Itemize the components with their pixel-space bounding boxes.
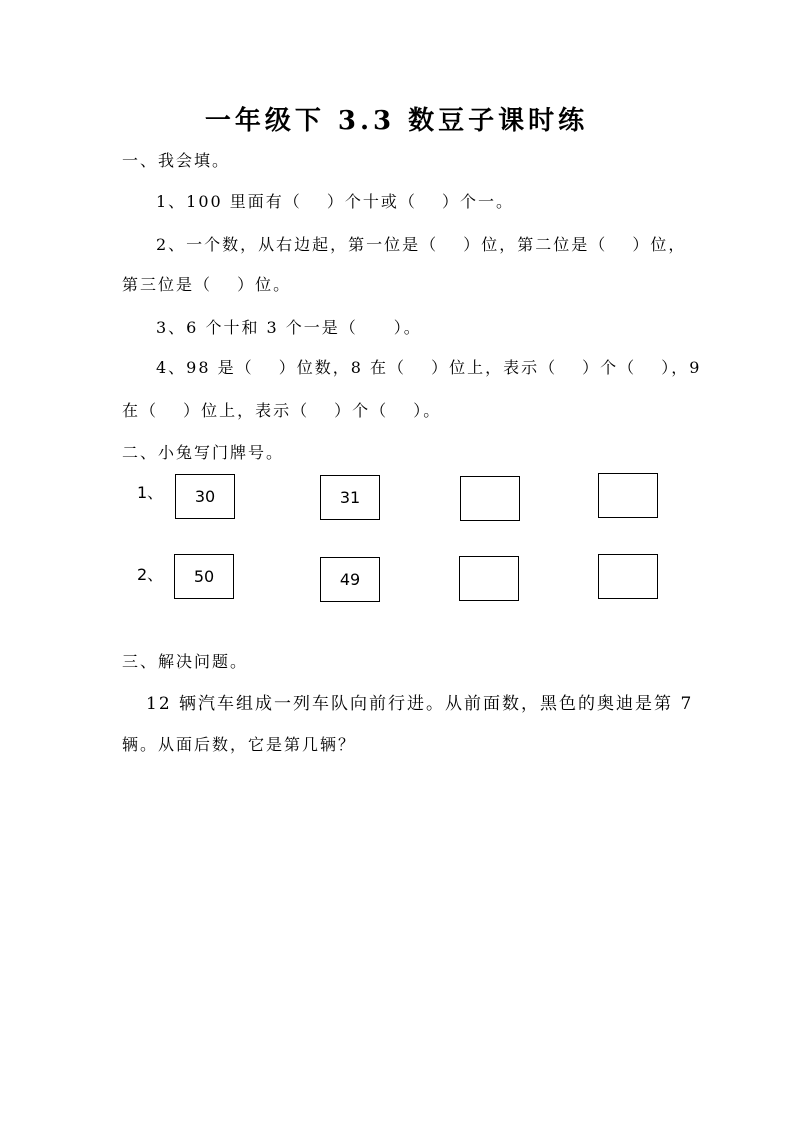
row-2-label: 2、	[137, 565, 164, 584]
question-3: 3、6 个十和 3 个一是（ ）。	[156, 318, 422, 337]
problem-line2: 辆。从面后数，它是第几辆？	[122, 735, 357, 754]
door-number-blank[interactable]	[459, 556, 519, 601]
page-title: 一年级下 3.3 数豆子课时练	[204, 106, 589, 136]
door-number-box: 31	[320, 475, 380, 520]
door-number-box: 30	[175, 474, 235, 519]
door-number-blank[interactable]	[598, 554, 658, 599]
question-1: 1、100 里面有（ ）个十或（ ）个一。	[156, 192, 514, 211]
question-4-line2: 在（ ）位上，表示（ ）个（ ）。	[122, 401, 442, 420]
door-number-blank[interactable]	[598, 473, 658, 518]
question-2-line1: 2、一个数，从右边起，第一位是（ ）位，第二位是（ ）位，	[156, 235, 687, 254]
section3-heading: 三、解决问题。	[122, 652, 249, 671]
section1-heading: 一、我会填。	[122, 151, 231, 170]
door-number-box: 49	[320, 557, 380, 602]
question-2-line2: 第三位是（ ）位。	[122, 275, 292, 294]
question-4-line1: 4、98 是（ ）位数，8 在（ ）位上，表示（ ）个（ ），9	[156, 358, 702, 377]
door-number-blank[interactable]	[460, 476, 520, 521]
door-number-box: 50	[174, 554, 234, 599]
problem-line1: 12 辆汽车组成一列车队向前行进。从前面数，黑色的奥迪是第 7	[146, 694, 694, 714]
row-1-label: 1、	[137, 483, 164, 502]
section2-heading: 二、小兔写门牌号。	[122, 443, 285, 462]
